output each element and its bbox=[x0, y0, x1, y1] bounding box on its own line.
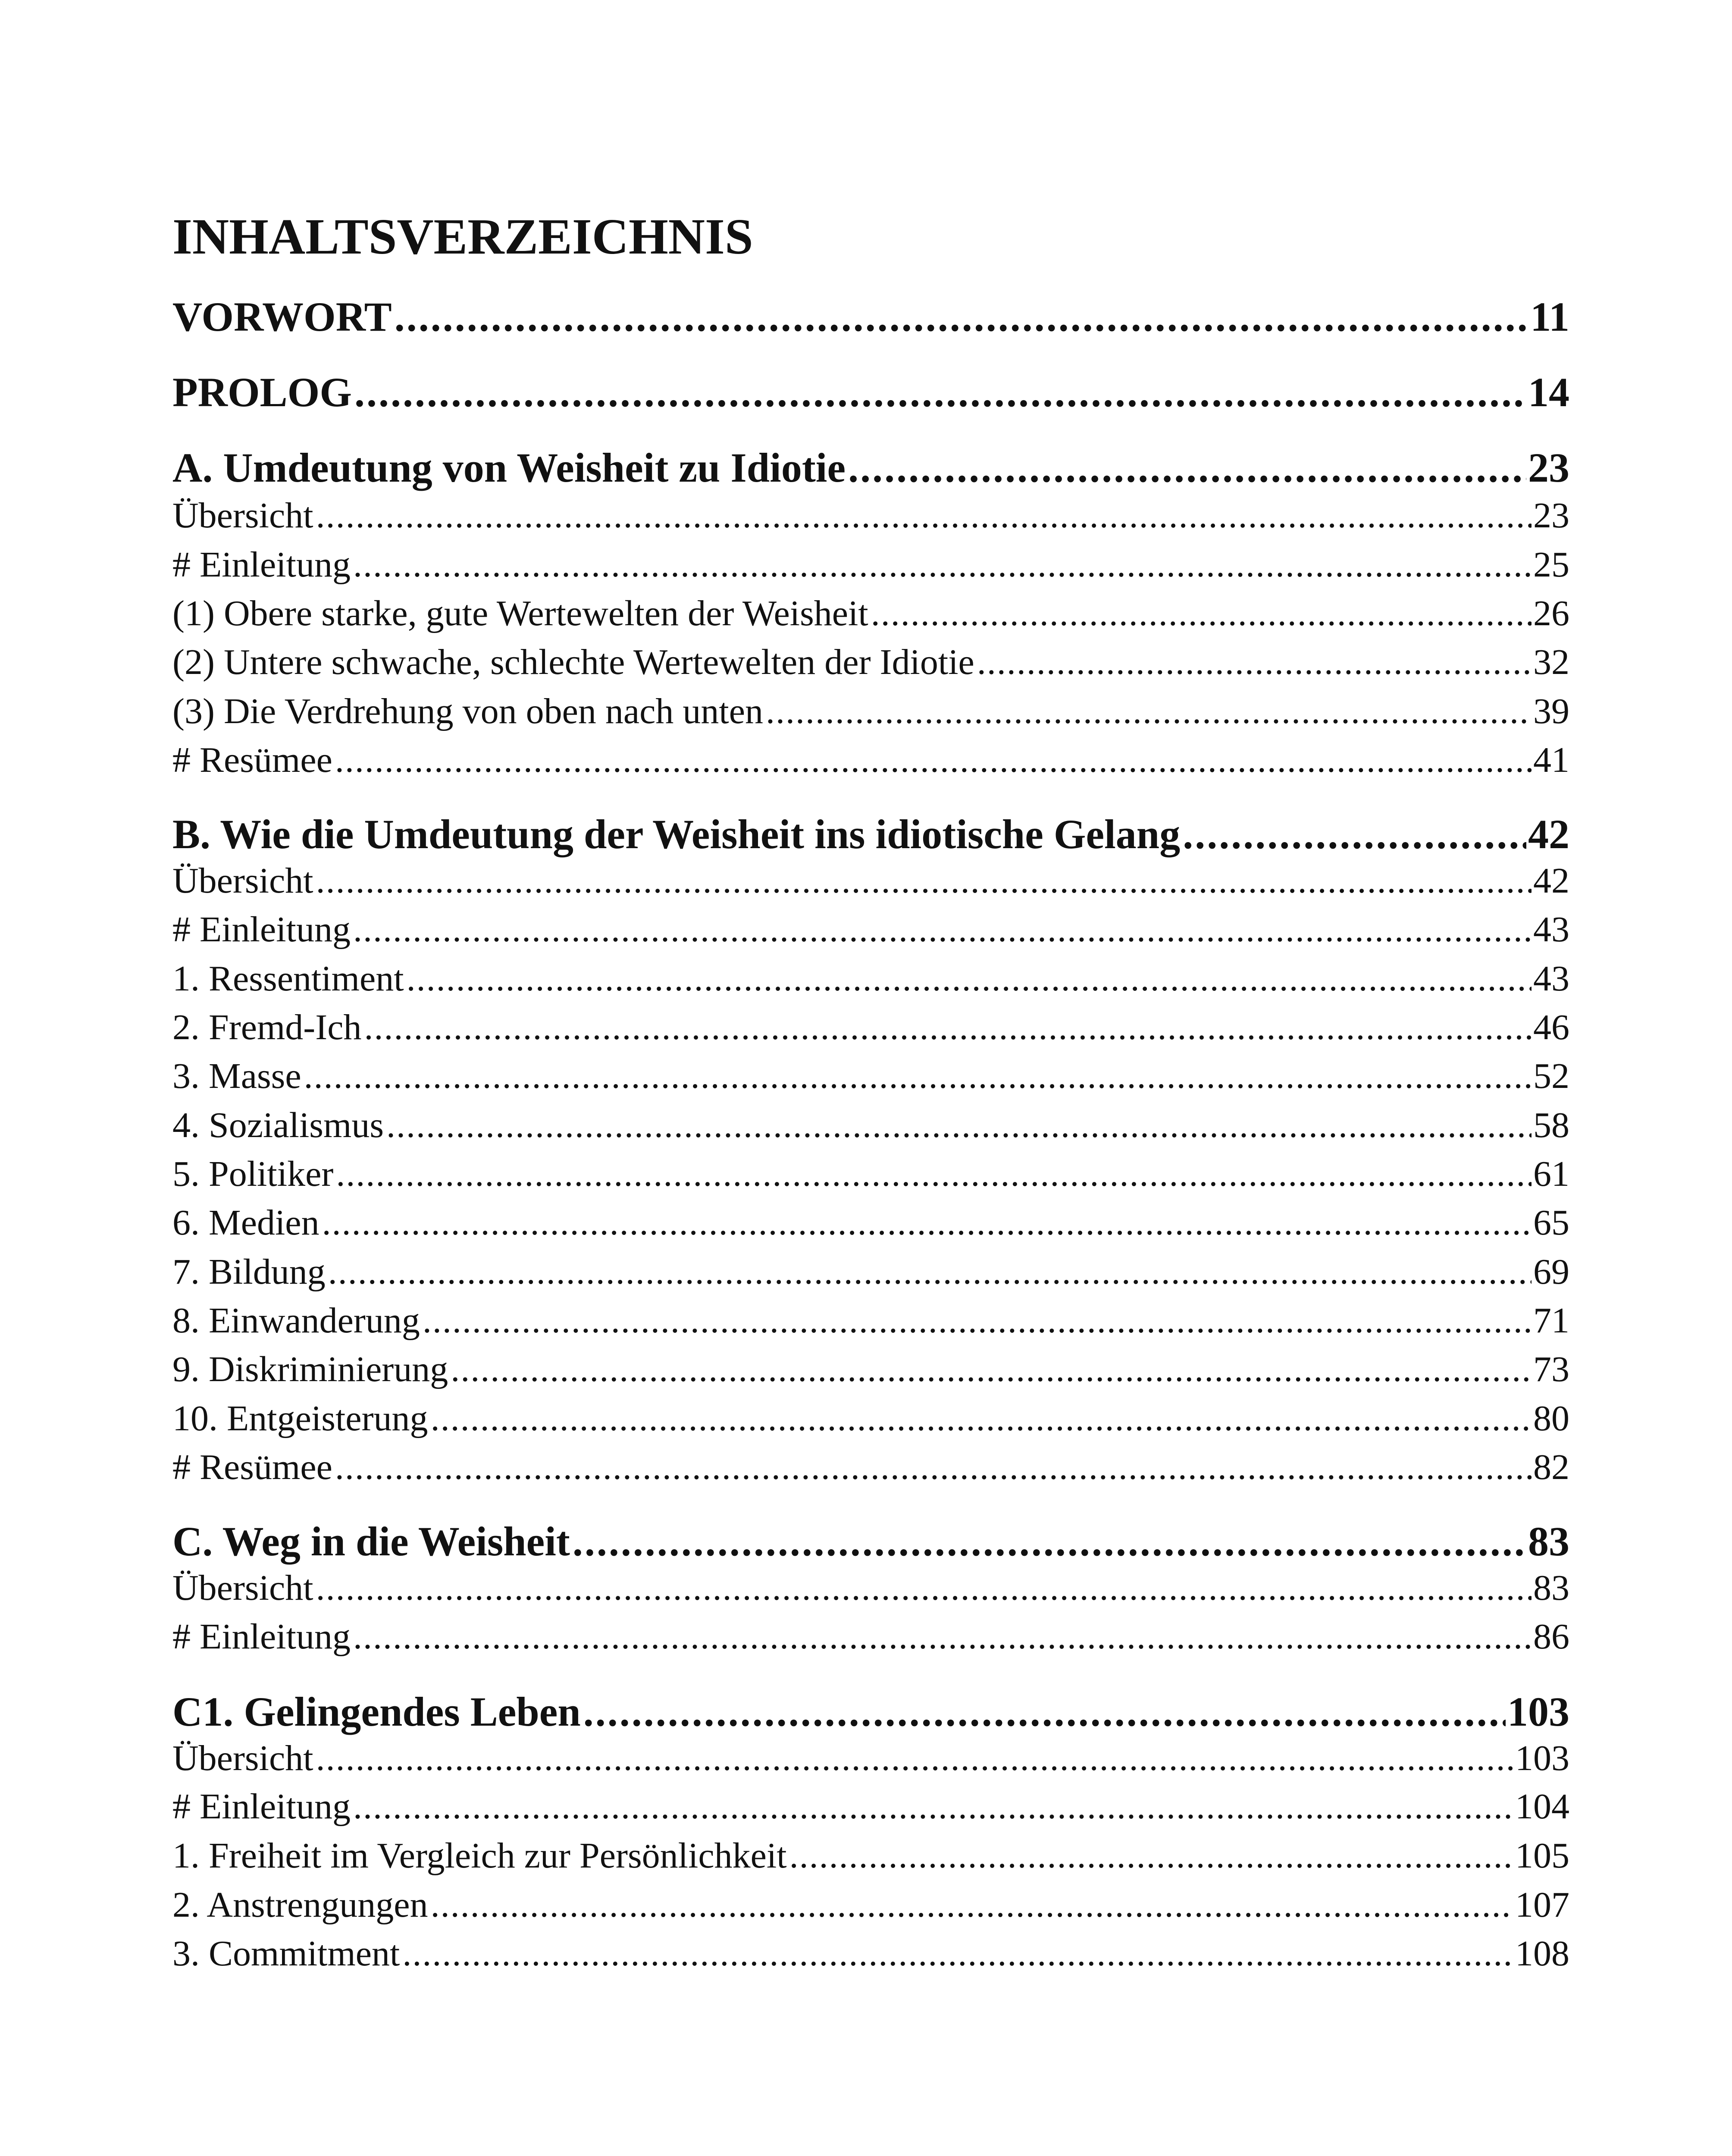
toc-entry-label: Übersicht bbox=[172, 1568, 313, 1608]
toc-page-number: 105 bbox=[1515, 1836, 1569, 1876]
toc-entry-label: (1) Obere starke, gute Wertewelten der Weisheit bbox=[172, 593, 868, 633]
toc-page-number: 52 bbox=[1533, 1056, 1569, 1096]
dot-leader bbox=[353, 1616, 1532, 1658]
toc-entry-label: 5. Politiker bbox=[172, 1154, 334, 1194]
toc-entry-label: PROLOG bbox=[172, 369, 352, 415]
dot-leader bbox=[407, 958, 1532, 1000]
toc-page-number: 26 bbox=[1533, 593, 1569, 633]
toc-page-number: 103 bbox=[1515, 1738, 1569, 1778]
dot-leader bbox=[316, 1738, 1513, 1780]
toc-entry-label: 4. Sozialismus bbox=[172, 1105, 384, 1145]
toc-page-number: 11 bbox=[1530, 294, 1569, 340]
toc-entry-label: # Einleitung bbox=[172, 909, 351, 950]
toc-page-number: 71 bbox=[1533, 1300, 1569, 1341]
dot-leader bbox=[766, 691, 1532, 733]
toc-entry-label: A. Umdeutung von Weisheit zu Idiotie bbox=[172, 445, 846, 491]
dot-leader bbox=[423, 1300, 1532, 1342]
dot-leader bbox=[573, 1518, 1526, 1565]
toc-chapter-entry bbox=[172, 1518, 1569, 1565]
toc-section-entry bbox=[172, 1933, 1569, 1975]
toc-entry-label: 2. Anstrengungen bbox=[172, 1885, 428, 1925]
toc-page-number: 82 bbox=[1533, 1447, 1569, 1487]
toc-page-number: 25 bbox=[1533, 545, 1569, 585]
toc-section-entry bbox=[172, 740, 1569, 781]
toc-entry-label: 10. Entgeisterung bbox=[172, 1398, 428, 1438]
toc-section-entry bbox=[172, 1349, 1569, 1391]
toc-page-number: 42 bbox=[1533, 861, 1569, 901]
toc-entry-label: Übersicht bbox=[172, 861, 313, 901]
dot-leader bbox=[336, 1153, 1532, 1195]
toc-page-number: 41 bbox=[1533, 740, 1569, 780]
toc-entry-label: VORWORT bbox=[172, 294, 392, 340]
dot-leader bbox=[583, 1688, 1506, 1736]
toc-page-number: 23 bbox=[1528, 445, 1569, 491]
toc-section-entry bbox=[172, 1616, 1569, 1658]
toc-page-number: 61 bbox=[1533, 1154, 1569, 1194]
toc-entry-label: # Einleitung bbox=[172, 545, 351, 585]
toc-entry-label: 7. Bildung bbox=[172, 1252, 326, 1292]
toc-section-entry bbox=[172, 860, 1569, 902]
dot-leader bbox=[848, 444, 1526, 492]
toc-entry-label: # Einleitung bbox=[172, 1786, 351, 1827]
toc-page-number: 32 bbox=[1533, 642, 1569, 682]
toc-entry-label: 3. Commitment bbox=[172, 1934, 400, 1974]
toc-page-number: 42 bbox=[1528, 811, 1569, 857]
toc-page-number: 14 bbox=[1528, 369, 1569, 415]
toc-section-entry bbox=[172, 642, 1569, 683]
dot-leader bbox=[789, 1835, 1513, 1877]
toc-chapter-entry bbox=[172, 811, 1569, 858]
toc-page-number: 46 bbox=[1533, 1007, 1569, 1047]
toc-section-entry bbox=[172, 1300, 1569, 1342]
toc-entry-label: 6. Medien bbox=[172, 1203, 319, 1243]
toc-section-entry bbox=[172, 1202, 1569, 1244]
dot-leader bbox=[328, 1251, 1532, 1293]
toc-section-entry bbox=[172, 691, 1569, 733]
toc-chapter-entry bbox=[172, 444, 1569, 492]
toc-page-number: 23 bbox=[1533, 495, 1569, 536]
toc-section-entry bbox=[172, 1567, 1569, 1609]
dot-leader bbox=[316, 495, 1532, 537]
toc-section-entry bbox=[172, 909, 1569, 951]
dot-leader bbox=[316, 1567, 1532, 1609]
dot-leader bbox=[402, 1933, 1513, 1975]
dot-leader bbox=[335, 1447, 1532, 1489]
toc-page-number: 43 bbox=[1533, 909, 1569, 950]
dot-leader bbox=[353, 544, 1532, 586]
toc-section-entry bbox=[172, 1738, 1569, 1780]
toc-section-entry bbox=[172, 1251, 1569, 1293]
toc-entry-label: 1. Ressentiment bbox=[172, 959, 404, 999]
toc-page-number: 43 bbox=[1533, 959, 1569, 999]
dot-leader bbox=[353, 909, 1532, 951]
toc-entry-label: # Einleitung bbox=[172, 1617, 351, 1657]
dot-leader bbox=[451, 1349, 1532, 1391]
toc-page-number: 107 bbox=[1515, 1885, 1569, 1925]
toc-page-number: 69 bbox=[1533, 1252, 1569, 1292]
toc-section-entry bbox=[172, 1007, 1569, 1049]
toc-entry-label: C1. Gelingendes Leben bbox=[172, 1689, 581, 1735]
dot-leader bbox=[386, 1105, 1532, 1147]
toc-entry-label: 9. Diskriminierung bbox=[172, 1349, 448, 1389]
dot-leader bbox=[304, 1056, 1532, 1097]
toc-section-entry bbox=[172, 1105, 1569, 1147]
toc-page-number: 103 bbox=[1507, 1689, 1569, 1735]
toc-entry-label: 2. Fremd-Ich bbox=[172, 1007, 362, 1047]
dot-leader bbox=[431, 1884, 1513, 1926]
toc-heading: INHALTSVERZEICHNIS bbox=[172, 208, 753, 265]
toc-entry-label: 3. Masse bbox=[172, 1056, 301, 1096]
toc-entry-label: Übersicht bbox=[172, 1738, 313, 1778]
toc-entry-label: Übersicht bbox=[172, 495, 313, 536]
dot-leader bbox=[322, 1202, 1532, 1244]
toc-page-number: 108 bbox=[1515, 1934, 1569, 1974]
toc-chapter-entry bbox=[172, 1688, 1569, 1736]
toc-page-number: 104 bbox=[1515, 1786, 1569, 1827]
dot-leader bbox=[353, 1786, 1513, 1828]
toc-entry-label: C. Weg in die Weisheit bbox=[172, 1518, 570, 1564]
dot-leader bbox=[354, 369, 1526, 416]
toc-chapter-entry bbox=[172, 293, 1569, 341]
dot-leader bbox=[977, 642, 1532, 683]
toc-section-entry bbox=[172, 1835, 1569, 1877]
toc-page-number: 73 bbox=[1533, 1349, 1569, 1389]
toc-page-number: 83 bbox=[1533, 1568, 1569, 1608]
toc-entry-label: B. Wie die Umdeutung der Weisheit ins idiotische Gelang bbox=[172, 811, 1181, 857]
toc-section-entry bbox=[172, 593, 1569, 635]
toc-chapter-entry bbox=[172, 369, 1569, 416]
toc-section-entry bbox=[172, 1398, 1569, 1440]
toc-entry-label: (3) Die Verdrehung von oben nach unten bbox=[172, 691, 764, 731]
toc-entry-label: # Resümee bbox=[172, 1447, 332, 1487]
dot-leader bbox=[871, 593, 1532, 635]
toc-entry-label: 1. Freiheit im Vergleich zur Persönlichkeit bbox=[172, 1836, 787, 1876]
toc-page-number: 86 bbox=[1533, 1617, 1569, 1657]
toc-entry-label: 8. Einwanderung bbox=[172, 1300, 420, 1341]
dot-leader bbox=[335, 740, 1532, 781]
toc-section-entry bbox=[172, 1447, 1569, 1489]
toc-section-entry bbox=[172, 958, 1569, 1000]
toc-page-number: 58 bbox=[1533, 1105, 1569, 1145]
toc-section-entry bbox=[172, 1884, 1569, 1926]
toc-section-entry bbox=[172, 544, 1569, 586]
dot-leader bbox=[1183, 811, 1526, 858]
dot-leader bbox=[364, 1007, 1532, 1049]
toc-section-entry bbox=[172, 1153, 1569, 1195]
toc-section-entry bbox=[172, 1056, 1569, 1097]
toc-page-number: 65 bbox=[1533, 1203, 1569, 1243]
toc-page-number: 39 bbox=[1533, 691, 1569, 731]
toc-section-entry bbox=[172, 495, 1569, 537]
dot-leader bbox=[431, 1398, 1532, 1440]
toc-section-entry bbox=[172, 1786, 1569, 1828]
toc-entry-label: # Resümee bbox=[172, 740, 332, 780]
dot-leader bbox=[395, 293, 1529, 341]
toc-page-number: 83 bbox=[1528, 1518, 1569, 1564]
toc-entry-label: (2) Untere schwache, schlechte Wertewelten der Idiotie bbox=[172, 642, 974, 682]
dot-leader bbox=[316, 860, 1532, 902]
toc-page-number: 80 bbox=[1533, 1398, 1569, 1438]
